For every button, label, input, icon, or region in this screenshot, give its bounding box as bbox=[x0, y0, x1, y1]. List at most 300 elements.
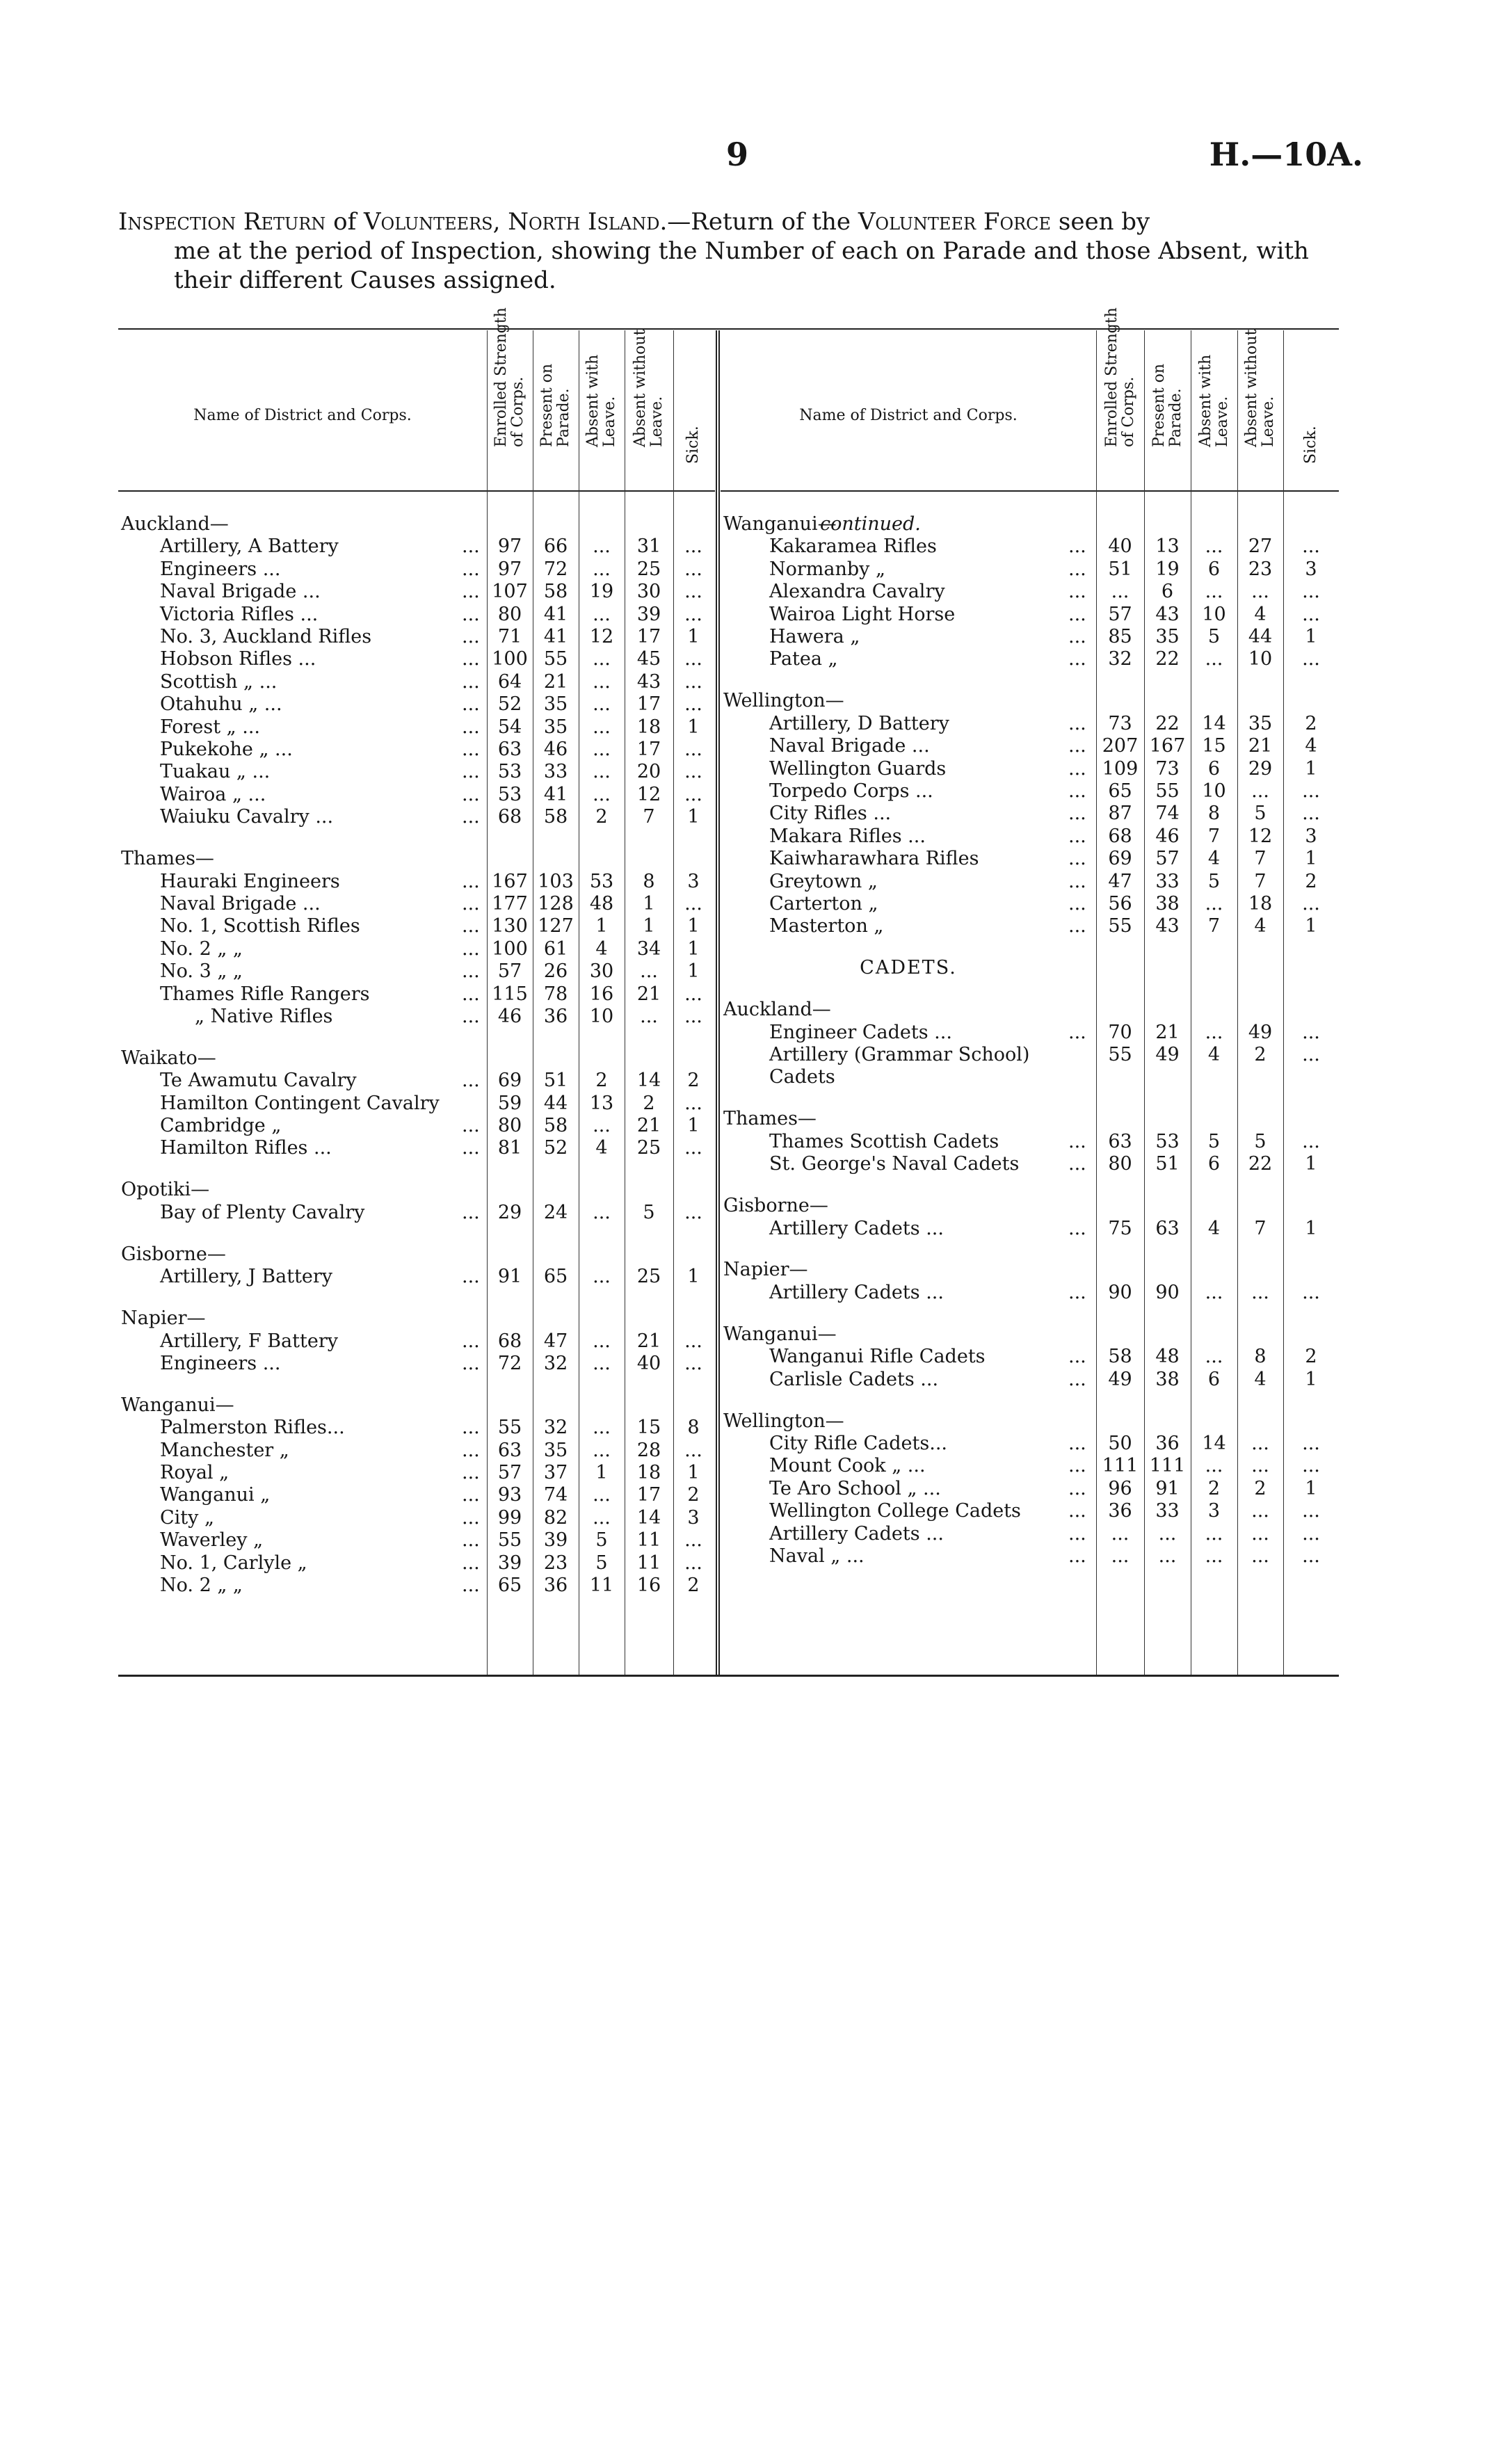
value-sick: 1 bbox=[687, 915, 700, 937]
corps-name: No. 1, Scottish Rifles bbox=[160, 915, 360, 937]
value-absent-without: 18 bbox=[636, 1462, 661, 1483]
table-top-rule bbox=[118, 328, 1339, 330]
corps-row bbox=[721, 1065, 1339, 1088]
corps-name: Wairoa „ ... bbox=[160, 784, 266, 805]
value-absent-with: 14 bbox=[1202, 1433, 1226, 1454]
leader-dots: ... bbox=[462, 938, 480, 960]
cadets-heading bbox=[721, 956, 1339, 979]
value-sick: ... bbox=[684, 581, 702, 602]
value-present: 58 bbox=[543, 1115, 568, 1136]
value-absent-without: 12 bbox=[636, 784, 661, 805]
leader-dots: ... bbox=[1068, 758, 1086, 780]
district-heading bbox=[721, 998, 1339, 1021]
value-present: 103 bbox=[538, 871, 574, 892]
corps-name: Hamilton Rifles ... bbox=[160, 1137, 332, 1159]
corps-row bbox=[118, 603, 715, 626]
leader-dots: ... bbox=[462, 784, 480, 805]
value-enrolled: 57 bbox=[1108, 604, 1132, 625]
column-header-absent-without: Absent without Leave. bbox=[632, 329, 666, 447]
district-heading bbox=[721, 1107, 1339, 1130]
leader-dots: ... bbox=[462, 558, 480, 580]
value-present: 55 bbox=[543, 648, 568, 670]
corps-row bbox=[721, 580, 1339, 603]
value-sick: 3 bbox=[687, 1507, 700, 1529]
corps-row bbox=[721, 625, 1339, 648]
column-header-name: Name of District and Corps. bbox=[799, 407, 1018, 424]
value-absent-with: ... bbox=[593, 536, 611, 557]
value-sick: ... bbox=[1302, 803, 1320, 824]
value-enrolled: 91 bbox=[497, 1266, 522, 1287]
value-enrolled: 63 bbox=[1108, 1131, 1132, 1152]
continued-label: continued. bbox=[820, 513, 921, 535]
corps-name: Carlisle Cadets ... bbox=[769, 1369, 939, 1390]
value-enrolled: 177 bbox=[492, 893, 528, 915]
value-enrolled: 90 bbox=[1108, 1282, 1132, 1303]
value-enrolled: 100 bbox=[492, 648, 528, 670]
value-absent-without: ... bbox=[640, 1006, 658, 1027]
value-present: 21 bbox=[543, 671, 568, 693]
value-present: 32 bbox=[543, 1353, 568, 1374]
corps-name: Wellington Guards bbox=[769, 758, 947, 780]
leader-dots: ... bbox=[462, 1507, 480, 1529]
leader-dots: ... bbox=[462, 1115, 480, 1136]
value-absent-without: 21 bbox=[1248, 735, 1273, 757]
leader-dots: ... bbox=[462, 1330, 480, 1352]
value-absent-with: ... bbox=[593, 1417, 611, 1438]
value-sick: ... bbox=[1302, 1500, 1320, 1522]
corps-row bbox=[118, 1092, 715, 1115]
value-enrolled: 80 bbox=[497, 604, 522, 625]
value-absent-without: 21 bbox=[636, 1115, 661, 1136]
value-sick: ... bbox=[684, 1552, 702, 1574]
corps-name: Te Aro School „ ... bbox=[769, 1478, 941, 1499]
document-reference: H.—10A. bbox=[1209, 136, 1363, 173]
value-present: 55 bbox=[1155, 780, 1180, 802]
value-absent-without: 5 bbox=[1254, 1131, 1267, 1152]
corps-name: St. George's Naval Cadets bbox=[769, 1153, 1020, 1175]
value-absent-without: 15 bbox=[636, 1417, 661, 1438]
corps-row bbox=[721, 1043, 1339, 1066]
value-present: 63 bbox=[1155, 1218, 1180, 1239]
value-absent-with: 6 bbox=[1207, 1153, 1221, 1175]
district-heading bbox=[721, 1258, 1339, 1281]
corps-name: No. 1, Carlyle „ bbox=[160, 1552, 307, 1574]
value-absent-without: 21 bbox=[636, 983, 661, 1005]
value-absent-without: 39 bbox=[636, 604, 661, 625]
corps-row bbox=[118, 1506, 715, 1529]
corps-name: Kaiwharawhara Rifles bbox=[769, 848, 979, 869]
corps-row bbox=[721, 1345, 1339, 1368]
value-present: 44 bbox=[543, 1093, 568, 1114]
value-enrolled: 99 bbox=[497, 1507, 522, 1529]
corps-name: Royal „ bbox=[160, 1462, 230, 1483]
corps-row bbox=[118, 783, 715, 806]
value-absent-with: 5 bbox=[1207, 1131, 1221, 1152]
value-present: 36 bbox=[1155, 1433, 1180, 1454]
value-sick: ... bbox=[1302, 893, 1320, 915]
value-sick: 2 bbox=[687, 1484, 700, 1506]
corps-name: Artillery, J Battery bbox=[160, 1266, 333, 1287]
value-absent-with: ... bbox=[593, 558, 611, 580]
district-name: Wellington— bbox=[723, 1410, 844, 1432]
value-present: 73 bbox=[1155, 758, 1180, 780]
value-sick: ... bbox=[1302, 1433, 1320, 1454]
value-present: 32 bbox=[543, 1417, 568, 1438]
value-present: 19 bbox=[1155, 558, 1180, 580]
corps-row bbox=[118, 1552, 715, 1575]
value-present: 36 bbox=[543, 1006, 568, 1027]
value-absent-with: ... bbox=[593, 739, 611, 760]
corps-row bbox=[118, 1352, 715, 1375]
corps-name: Kakaramea Rifles bbox=[769, 536, 937, 557]
corps-name: City „ bbox=[160, 1507, 214, 1529]
corps-row bbox=[118, 983, 715, 1006]
value-sick: 1 bbox=[687, 806, 700, 828]
left-table-header bbox=[118, 307, 715, 492]
value-sick: ... bbox=[684, 739, 702, 760]
corps-row bbox=[721, 712, 1339, 735]
corps-row bbox=[721, 1130, 1339, 1153]
corps-name: Cambridge „ bbox=[160, 1115, 282, 1136]
value-enrolled: 85 bbox=[1108, 626, 1132, 647]
value-present: 35 bbox=[543, 716, 568, 738]
district-heading bbox=[118, 847, 715, 870]
value-enrolled: 58 bbox=[1108, 1346, 1132, 1367]
leader-dots: ... bbox=[1068, 604, 1086, 625]
value-enrolled: 39 bbox=[497, 1552, 522, 1574]
value-present: ... bbox=[1158, 1523, 1177, 1545]
value-absent-with: 1 bbox=[595, 915, 608, 937]
value-present: 51 bbox=[543, 1070, 568, 1091]
leader-dots: ... bbox=[462, 871, 480, 892]
corps-name: Naval Brigade ... bbox=[769, 735, 930, 757]
corps-row bbox=[721, 1368, 1339, 1391]
value-enrolled: 80 bbox=[497, 1115, 522, 1136]
leader-dots: ... bbox=[462, 536, 480, 557]
value-present: 74 bbox=[1155, 803, 1180, 824]
value-absent-with: 4 bbox=[1207, 1044, 1221, 1065]
leader-dots: ... bbox=[1068, 536, 1086, 557]
value-present: 46 bbox=[1155, 826, 1180, 847]
corps-row bbox=[118, 760, 715, 783]
value-enrolled: 100 bbox=[492, 938, 528, 960]
value-absent-without: 11 bbox=[636, 1552, 661, 1574]
value-enrolled: 49 bbox=[1108, 1369, 1132, 1390]
corps-name: Engineers ... bbox=[160, 558, 281, 580]
corps-name: Normanby „ bbox=[769, 558, 885, 580]
corps-name: Wairoa Light Horse bbox=[769, 604, 956, 625]
value-sick: ... bbox=[1302, 1044, 1320, 1065]
corps-name: Engineer Cadets ... bbox=[769, 1022, 952, 1043]
value-sick: 1 bbox=[687, 1115, 700, 1136]
value-enrolled: 111 bbox=[1102, 1455, 1139, 1476]
value-sick: 1 bbox=[687, 626, 700, 647]
value-sick: ... bbox=[684, 1202, 702, 1223]
value-present: 13 bbox=[1155, 536, 1180, 557]
value-sick: 1 bbox=[1305, 1369, 1317, 1390]
value-absent-with: ... bbox=[593, 784, 611, 805]
value-absent-without: 5 bbox=[643, 1202, 655, 1223]
leader-dots: ... bbox=[1068, 1523, 1086, 1545]
district-heading bbox=[721, 1194, 1339, 1217]
corps-name: Patea „ bbox=[769, 648, 838, 670]
corps-row bbox=[118, 693, 715, 716]
value-enrolled: 63 bbox=[497, 739, 522, 760]
value-sick: 1 bbox=[1305, 1153, 1317, 1175]
value-absent-without: 25 bbox=[636, 1137, 661, 1159]
value-absent-without: 7 bbox=[1254, 848, 1267, 869]
value-enrolled: 107 bbox=[492, 581, 528, 602]
corps-name: No. 3 „ „ bbox=[160, 960, 243, 982]
leader-dots: ... bbox=[1068, 626, 1086, 647]
leader-dots: ... bbox=[1068, 826, 1086, 847]
corps-row bbox=[118, 1439, 715, 1462]
leader-dots: ... bbox=[1068, 1022, 1086, 1043]
value-enrolled: 55 bbox=[497, 1529, 522, 1551]
district-heading bbox=[118, 1394, 715, 1417]
corps-name: Masterton „ bbox=[769, 915, 884, 937]
column-header-sick: Sick. bbox=[684, 426, 702, 464]
value-present: 24 bbox=[543, 1202, 568, 1223]
leader-dots: ... bbox=[1068, 780, 1086, 802]
district-name: Thames— bbox=[723, 1108, 817, 1129]
corps-row bbox=[118, 1416, 715, 1439]
right-table bbox=[721, 307, 1339, 1675]
column-header-sick: Sick. bbox=[1302, 426, 1319, 464]
value-absent-with: 15 bbox=[1202, 735, 1226, 757]
value-present: 128 bbox=[538, 893, 574, 915]
value-absent-without: 29 bbox=[1248, 758, 1273, 780]
district-name: Auckland— bbox=[723, 999, 831, 1020]
value-sick: ... bbox=[684, 1137, 702, 1159]
corps-name: Manchester „ bbox=[160, 1440, 289, 1461]
corps-row bbox=[118, 1461, 715, 1484]
leader-dots: ... bbox=[1068, 1218, 1086, 1239]
corps-row bbox=[118, 580, 715, 603]
value-present: 111 bbox=[1149, 1455, 1186, 1476]
value-present: 53 bbox=[1155, 1131, 1180, 1152]
value-enrolled: ... bbox=[1111, 1545, 1130, 1567]
value-enrolled: 55 bbox=[497, 1417, 522, 1438]
value-absent-with: 4 bbox=[595, 1137, 608, 1159]
value-absent-with: ... bbox=[593, 604, 611, 625]
value-sick: ... bbox=[1302, 1131, 1320, 1152]
value-absent-with: 4 bbox=[1207, 848, 1221, 869]
column-header-enrolled: Enrolled Strength of Corps. bbox=[492, 307, 527, 447]
corps-name: Artillery, D Battery bbox=[769, 713, 949, 734]
value-absent-with: 5 bbox=[1207, 871, 1221, 892]
leader-dots: ... bbox=[1068, 1153, 1086, 1175]
corps-row bbox=[118, 1005, 715, 1028]
value-enrolled: 47 bbox=[1108, 871, 1132, 892]
corps-name: Hamilton Contingent Cavalry bbox=[160, 1093, 440, 1114]
value-absent-with: 11 bbox=[589, 1575, 614, 1596]
value-enrolled: 69 bbox=[1108, 848, 1132, 869]
value-absent-without: 17 bbox=[636, 626, 661, 647]
value-enrolled: 55 bbox=[1108, 915, 1132, 937]
value-sick: ... bbox=[684, 558, 702, 580]
district-name: Napier— bbox=[121, 1307, 206, 1329]
corps-name: Otahuhu „ ... bbox=[160, 693, 282, 715]
value-absent-with: 2 bbox=[595, 1070, 608, 1091]
corps-name: Artillery (Grammar School) bbox=[769, 1044, 1030, 1065]
value-absent-without: ... bbox=[1251, 1282, 1269, 1303]
value-absent-with: ... bbox=[593, 1266, 611, 1287]
value-enrolled: 36 bbox=[1108, 1500, 1132, 1522]
value-absent-without: ... bbox=[1251, 1545, 1269, 1567]
corps-name: Carterton „ bbox=[769, 893, 878, 915]
value-enrolled: 57 bbox=[497, 960, 522, 982]
corps-row bbox=[118, 1201, 715, 1224]
value-sick: ... bbox=[684, 1006, 702, 1027]
leader-dots: ... bbox=[462, 1552, 480, 1574]
value-enrolled: 71 bbox=[497, 626, 522, 647]
value-enrolled: 75 bbox=[1108, 1218, 1132, 1239]
leader-dots: ... bbox=[462, 626, 480, 647]
district-name: Auckland— bbox=[121, 513, 229, 535]
leader-dots: ... bbox=[462, 671, 480, 693]
corps-row bbox=[721, 870, 1339, 893]
value-absent-without: ... bbox=[1251, 1455, 1269, 1476]
leader-dots: ... bbox=[462, 693, 480, 715]
value-absent-with: ... bbox=[593, 648, 611, 670]
district-heading bbox=[721, 1323, 1339, 1346]
value-enrolled: 109 bbox=[1102, 758, 1139, 780]
corps-name: Waverley „ bbox=[160, 1529, 264, 1551]
value-enrolled: 80 bbox=[1108, 1153, 1132, 1175]
corps-name: Pukekohe „ ... bbox=[160, 739, 293, 760]
corps-name: Hobson Rifles ... bbox=[160, 648, 316, 670]
column-header-present: Present on Parade. bbox=[1150, 363, 1184, 447]
corps-row bbox=[721, 1152, 1339, 1175]
column-header-enrolled: Enrolled Strength of Corps. bbox=[1102, 307, 1137, 447]
value-present: 33 bbox=[1155, 1500, 1180, 1522]
leader-dots: ... bbox=[1068, 915, 1086, 937]
value-sick: 1 bbox=[1305, 1218, 1317, 1239]
corps-row bbox=[721, 1522, 1339, 1545]
value-absent-with: 30 bbox=[589, 960, 614, 982]
column-header-name: Name of District and Corps. bbox=[193, 407, 412, 424]
corps-name: Victoria Rifles ... bbox=[160, 604, 319, 625]
value-absent-with: ... bbox=[1205, 1022, 1223, 1043]
corps-name: Artillery Cadets ... bbox=[769, 1218, 944, 1239]
value-enrolled: 65 bbox=[1108, 780, 1132, 802]
corps-row bbox=[721, 647, 1339, 670]
corps-name: Engineers ... bbox=[160, 1353, 281, 1374]
corps-name: No. 3, Auckland Rifles bbox=[160, 626, 372, 647]
value-absent-with: ... bbox=[1205, 1455, 1223, 1476]
value-absent-without: ... bbox=[1251, 581, 1269, 602]
corps-row bbox=[118, 535, 715, 558]
value-present: 46 bbox=[543, 739, 568, 760]
value-present: 33 bbox=[1155, 871, 1180, 892]
leader-dots: ... bbox=[1068, 803, 1086, 824]
value-sick: 2 bbox=[687, 1070, 700, 1091]
corps-name: No. 2 „ „ bbox=[160, 1575, 243, 1596]
value-absent-with: 13 bbox=[589, 1093, 614, 1114]
value-sick: ... bbox=[684, 983, 702, 1005]
value-absent-without: 7 bbox=[643, 806, 655, 828]
value-absent-with: ... bbox=[593, 1440, 611, 1461]
value-present: 78 bbox=[543, 983, 568, 1005]
corps-row bbox=[118, 915, 715, 937]
value-present: 22 bbox=[1155, 713, 1180, 734]
corps-row bbox=[118, 1529, 715, 1552]
value-absent-with: ... bbox=[593, 671, 611, 693]
leader-dots: ... bbox=[1068, 1433, 1086, 1454]
value-absent-with: ... bbox=[593, 1484, 611, 1506]
value-sick: 1 bbox=[1305, 848, 1317, 869]
corps-row bbox=[118, 716, 715, 739]
cadets-label: CADETS. bbox=[860, 957, 957, 979]
corps-name: Cadets bbox=[769, 1066, 835, 1088]
corps-name: City Rifles ... bbox=[769, 803, 892, 824]
leader-dots: ... bbox=[462, 1266, 480, 1287]
corps-name: Naval „ ... bbox=[769, 1545, 865, 1567]
value-present: 38 bbox=[1155, 893, 1180, 915]
value-absent-with: ... bbox=[1205, 893, 1223, 915]
value-enrolled: 87 bbox=[1108, 803, 1132, 824]
value-absent-with: ... bbox=[593, 1507, 611, 1529]
value-absent-with: ... bbox=[593, 1353, 611, 1374]
value-sick: ... bbox=[1302, 1282, 1320, 1303]
corps-row bbox=[118, 670, 715, 693]
corps-row bbox=[721, 1477, 1339, 1500]
value-absent-without: 17 bbox=[636, 739, 661, 760]
left-table bbox=[118, 307, 715, 1675]
value-absent-with: 10 bbox=[1202, 780, 1226, 802]
value-present: 52 bbox=[543, 1137, 568, 1159]
corps-name: Makara Rifles ... bbox=[769, 826, 926, 847]
value-sick: ... bbox=[684, 893, 702, 915]
leader-dots: ... bbox=[462, 1484, 480, 1506]
corps-row bbox=[721, 1432, 1339, 1455]
value-sick: ... bbox=[684, 693, 702, 715]
value-enrolled: 40 bbox=[1108, 536, 1132, 557]
value-present: 41 bbox=[543, 604, 568, 625]
corps-name: Naval Brigade ... bbox=[160, 581, 321, 602]
value-absent-without: 1 bbox=[643, 915, 655, 937]
value-absent-without: 2 bbox=[643, 1093, 655, 1114]
district-heading bbox=[721, 1410, 1339, 1433]
corps-name: Scottish „ ... bbox=[160, 671, 278, 693]
value-enrolled: ... bbox=[1111, 1523, 1130, 1545]
value-absent-without: 8 bbox=[643, 871, 655, 892]
value-absent-with: 7 bbox=[1207, 826, 1221, 847]
return-heading bbox=[118, 207, 1339, 295]
corps-row bbox=[721, 915, 1339, 937]
leader-dots: ... bbox=[1068, 1282, 1086, 1303]
value-absent-without: 22 bbox=[1248, 1153, 1273, 1175]
value-absent-with: ... bbox=[1205, 1545, 1223, 1567]
corps-row bbox=[721, 802, 1339, 825]
corps-name: Thames Scottish Cadets bbox=[769, 1131, 999, 1152]
leader-dots: ... bbox=[462, 1440, 480, 1461]
value-present: 72 bbox=[543, 558, 568, 580]
value-present: 74 bbox=[543, 1484, 568, 1506]
value-absent-with: 3 bbox=[1207, 1500, 1221, 1522]
district-heading bbox=[721, 689, 1339, 712]
corps-row bbox=[721, 558, 1339, 581]
value-present: 38 bbox=[1155, 1369, 1180, 1390]
value-absent-without: 27 bbox=[1248, 536, 1273, 557]
leader-dots: ... bbox=[1068, 648, 1086, 670]
value-absent-without: 28 bbox=[636, 1440, 661, 1461]
leader-dots: ... bbox=[462, 960, 480, 982]
value-absent-without: 45 bbox=[636, 648, 661, 670]
value-absent-with: ... bbox=[593, 1115, 611, 1136]
value-absent-with: ... bbox=[1205, 1346, 1223, 1367]
